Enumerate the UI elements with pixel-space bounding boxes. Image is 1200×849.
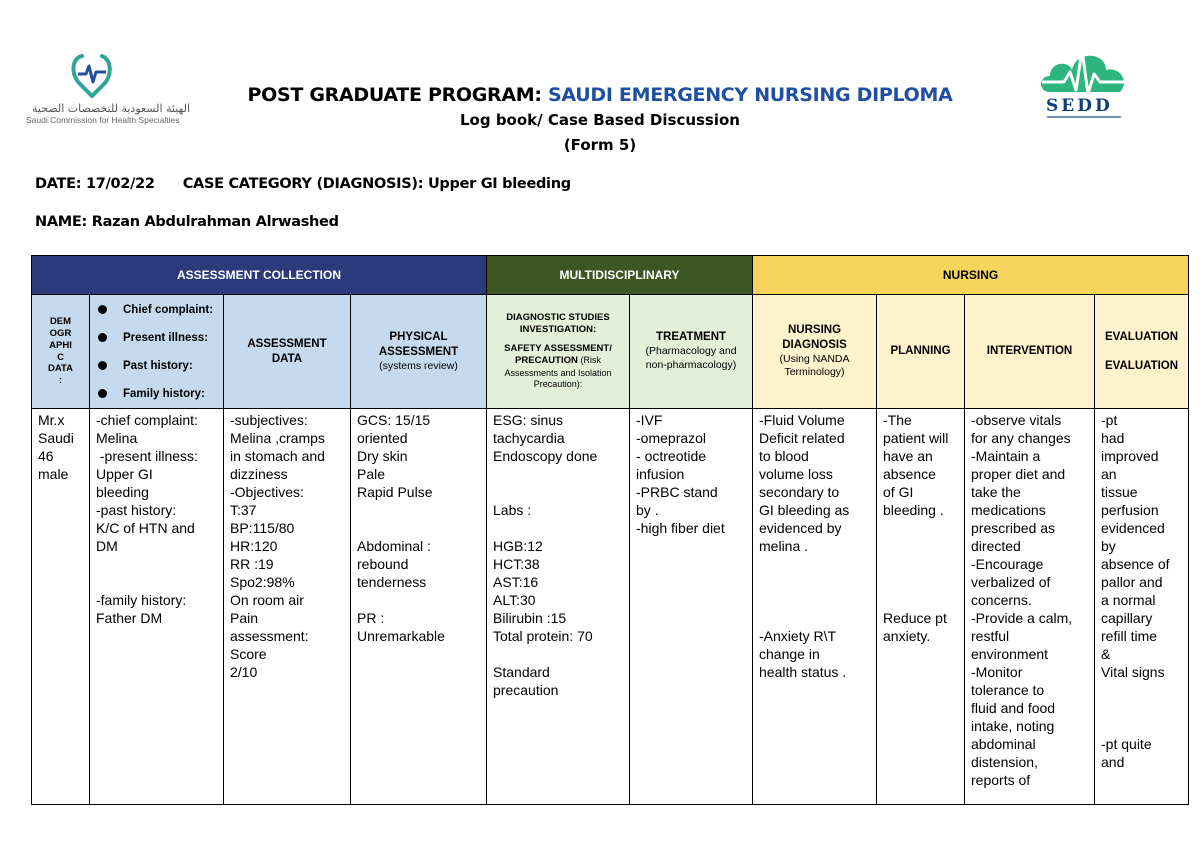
cell-text-line: 2/10 bbox=[230, 664, 258, 680]
cell-text-line: -present illness: bbox=[96, 448, 198, 464]
cell-text-line: Score bbox=[230, 646, 267, 662]
cell-text-line: tolerance to bbox=[971, 682, 1045, 698]
cell-text-line: Rapid Pulse bbox=[357, 484, 433, 500]
cell-text-line: Pain bbox=[230, 610, 259, 626]
cell-text-line: -PRBC stand bbox=[636, 484, 718, 500]
col-diagnostic: DIAGNOSTIC STUDIES INVESTIGATION: SAFETY ASSESSMENT/ PRECAUTION (Risk Assessments and Isolation Precaution): bbox=[487, 295, 630, 409]
cell-text-line: verbalized of bbox=[971, 574, 1051, 590]
sedd-wordmark: SEDD bbox=[1046, 96, 1113, 116]
section-multidisciplinary: MULTIDISCIPLINARY bbox=[487, 256, 753, 295]
cell-text-line: & bbox=[1101, 646, 1111, 662]
cell-text-line: abdominal bbox=[971, 736, 1036, 752]
cell-text-line: ESG: sinus bbox=[493, 412, 564, 428]
cell-physical bbox=[351, 409, 487, 805]
cell-text-line bbox=[883, 573, 958, 591]
cell-text-line bbox=[883, 591, 958, 609]
cell-text-line: -Maintain a bbox=[971, 448, 1041, 464]
cell-text-line: and bbox=[1101, 754, 1125, 770]
cell-evaluation bbox=[1095, 409, 1189, 805]
cell-text-line: perfusion bbox=[1101, 502, 1159, 518]
cell-text-line bbox=[759, 573, 870, 591]
cell-text-line: Total protein: 70 bbox=[493, 628, 593, 644]
cell-text-line bbox=[493, 483, 623, 501]
cell-text-line: absence bbox=[883, 466, 936, 482]
cell-text-line bbox=[96, 573, 217, 591]
cell-text-line: male bbox=[38, 466, 69, 482]
cell-text-line: -family history: bbox=[96, 592, 187, 608]
cell-text-line: Reduce pt bbox=[883, 610, 947, 626]
cell-text-line: HR:120 bbox=[230, 538, 278, 554]
cell-text-line: HCT:38 bbox=[493, 556, 540, 572]
cell-text-line: BP:115/80 bbox=[230, 520, 295, 536]
case-log-table bbox=[31, 255, 1188, 799]
col-assessment-data: ASSESSMENT DATA bbox=[224, 295, 351, 409]
cell-text-line bbox=[759, 555, 870, 573]
cell-text-line: Unremarkable bbox=[357, 628, 445, 644]
cell-text-line: by bbox=[1101, 538, 1116, 554]
cell-text-line: absence of bbox=[1101, 556, 1170, 572]
cell-text-line: - octreotide bbox=[636, 448, 707, 464]
cell-text-line: bleeding bbox=[96, 484, 149, 500]
cell-text-line: patient will bbox=[883, 430, 949, 446]
student-name: NAME: Razan Abdulrahman Alrwashed bbox=[35, 214, 339, 230]
cell-text-line bbox=[357, 591, 480, 609]
cell-intervention bbox=[965, 409, 1095, 805]
cell-text-line: Upper GI bbox=[96, 466, 153, 482]
cell-text-line: assessment: bbox=[230, 628, 309, 644]
cell-text-line: had bbox=[1101, 430, 1125, 446]
cell-text-line: reports of bbox=[971, 772, 1031, 788]
cell-text-line: capillary bbox=[1101, 610, 1153, 626]
section-assessment: ASSESSMENT COLLECTION bbox=[32, 256, 487, 295]
cell-text-line: -Provide a calm, bbox=[971, 610, 1073, 626]
cell-nursing-diagnosis bbox=[753, 409, 877, 805]
cell-text-line bbox=[759, 609, 870, 627]
cell-text-line: -subjectives: bbox=[230, 412, 308, 428]
cell-text-line: anxiety. bbox=[883, 628, 931, 644]
cell-text-line: On room air bbox=[230, 592, 304, 608]
cell-text-line: fluid and food bbox=[971, 700, 1056, 716]
col-physical-assessment: PHYSICAL ASSESSMENT (systems review) bbox=[351, 295, 487, 409]
cell-text-line bbox=[883, 555, 958, 573]
cell-text-line: Mr.x bbox=[38, 412, 65, 428]
cell-text-line: to blood bbox=[759, 448, 809, 464]
bullet-icon bbox=[98, 333, 107, 342]
cell-text-line: -past history: bbox=[96, 502, 177, 518]
cell-text-line bbox=[883, 519, 958, 537]
cell-text-line: a normal bbox=[1101, 592, 1156, 608]
cell-text-line: directed bbox=[971, 538, 1021, 554]
cell-text-line: by . bbox=[636, 502, 659, 518]
cell-text-line: restful bbox=[971, 628, 1010, 644]
date-category-row bbox=[35, 176, 571, 192]
cell-text-line: evidenced bbox=[1101, 520, 1165, 536]
cell-text-line: -chief complaint: bbox=[96, 412, 198, 428]
cell-treatment bbox=[630, 409, 753, 805]
cell-text-line: for any changes bbox=[971, 430, 1071, 446]
col-demographic: DEM OGR APHI C DATA : bbox=[32, 295, 90, 409]
bullet-icon bbox=[98, 389, 107, 398]
logo-arabic-text: الهيئة السعودية للتخصصات الصحية bbox=[32, 102, 191, 115]
cell-text-line: Bilirubin :15 bbox=[493, 610, 567, 626]
cell-text-line: Pale bbox=[357, 466, 386, 482]
title-prefix: POST GRADUATE PROGRAM: bbox=[247, 84, 542, 106]
cell-text-line: Endoscopy done bbox=[493, 448, 598, 464]
cell-text-line: oriented bbox=[357, 430, 408, 446]
cell-text-line bbox=[357, 501, 480, 519]
cell-text-line: K/C of HTN and bbox=[96, 520, 195, 536]
cell-text-line: improved bbox=[1101, 448, 1159, 464]
cell-text-line: concerns. bbox=[971, 592, 1032, 608]
cell-text-line: environment bbox=[971, 646, 1049, 662]
cell-text-line: -Monitor bbox=[971, 664, 1023, 680]
cell-text-line: health status . bbox=[759, 664, 847, 680]
cell-text-line: infusion bbox=[636, 466, 685, 482]
cell-assessment bbox=[224, 409, 351, 805]
cell-text-line: evidenced by bbox=[759, 520, 842, 536]
page-subtitle: Log book/ Case Based Discussion bbox=[460, 111, 740, 129]
cell-text-line: change in bbox=[759, 646, 820, 662]
cell-text-line: dizziness bbox=[230, 466, 288, 482]
cell-text-line: PR : bbox=[357, 610, 385, 626]
col-evaluation: EVALUATION EVALUATION bbox=[1095, 295, 1189, 409]
cell-text-line: Vital signs bbox=[1101, 664, 1165, 680]
cell-text-line: -Objectives: bbox=[230, 484, 304, 500]
cell-text-line: RR :19 bbox=[230, 556, 274, 572]
cell-text-line: proper diet and bbox=[971, 466, 1066, 482]
cell-text-line: of GI bbox=[883, 484, 914, 500]
cell-text-line: secondary to bbox=[759, 484, 840, 500]
cell-text-line: HGB:12 bbox=[493, 538, 543, 554]
cell-text-line: refill time bbox=[1101, 628, 1158, 644]
cell-text-line bbox=[1101, 717, 1182, 735]
cell-text-line: Dry skin bbox=[357, 448, 408, 464]
cell-text-line: AST:16 bbox=[493, 574, 539, 590]
cell-text-line: ALT:30 bbox=[493, 592, 536, 608]
cell-text-line bbox=[493, 519, 623, 537]
cell-text-line: pallor and bbox=[1101, 574, 1163, 590]
cell-text-line: in stomach and bbox=[230, 448, 325, 464]
cell-text-line bbox=[493, 645, 623, 663]
cell-text-line: Abdominal : bbox=[357, 538, 431, 554]
cell-planning bbox=[877, 409, 965, 805]
col-intervention: INTERVENTION bbox=[965, 295, 1095, 409]
cell-text-line: -pt quite bbox=[1101, 736, 1152, 752]
cell-text-line: -Anxiety R\T bbox=[759, 628, 837, 644]
bullet-icon bbox=[98, 361, 107, 370]
cell-text-line bbox=[96, 555, 217, 573]
cell-text-line bbox=[1101, 681, 1182, 699]
case-category: CASE CATEGORY (DIAGNOSIS): Upper GI bleeding bbox=[182, 176, 571, 192]
cell-text-line: tissue bbox=[1101, 484, 1138, 500]
cell-text-line: Spo2:98% bbox=[230, 574, 295, 590]
cell-text-line: tachycardia bbox=[493, 430, 565, 446]
cell-text-line: an bbox=[1101, 466, 1117, 482]
col-planning: PLANNING bbox=[877, 295, 965, 409]
cell-text-line: T:37 bbox=[230, 502, 257, 518]
cell-text-line: medications bbox=[971, 502, 1046, 518]
cell-demographic bbox=[32, 409, 90, 805]
cell-text-line bbox=[883, 537, 958, 555]
cell-text-line: take the bbox=[971, 484, 1021, 500]
cell-text-line: -Encourage bbox=[971, 556, 1044, 572]
cell-text-line: Melina bbox=[96, 430, 138, 446]
title-program: SAUDI EMERGENCY NURSING DIPLOMA bbox=[548, 84, 953, 106]
page-title bbox=[0, 84, 1200, 106]
cell-text-line bbox=[1101, 699, 1182, 717]
form-number: (Form 5) bbox=[563, 136, 637, 154]
cell-text-line: intake, noting bbox=[971, 718, 1055, 734]
cell-text-line: DM bbox=[96, 538, 118, 554]
cell-text-line: -The bbox=[883, 412, 912, 428]
cell-history bbox=[90, 409, 224, 805]
cell-text-line: volume loss bbox=[759, 466, 833, 482]
col-nursing-diagnosis: NURSING DIAGNOSIS (Using NANDA Terminology) bbox=[753, 295, 877, 409]
cell-text-line: Melina ,cramps bbox=[230, 430, 325, 446]
cell-text-line: bleeding . bbox=[883, 502, 944, 518]
col-treatment: TREATMENT (Pharmacology and non-pharmacology) bbox=[630, 295, 753, 409]
cell-text-line: -IVF bbox=[636, 412, 663, 428]
cell-text-line bbox=[759, 591, 870, 609]
cell-text-line bbox=[357, 519, 480, 537]
cell-text-line: Deficit related bbox=[759, 430, 845, 446]
cell-text-line: -observe vitals bbox=[971, 412, 1062, 428]
cell-text-line: melina . bbox=[759, 538, 809, 554]
cell-diagnostic bbox=[487, 409, 630, 805]
date-label: DATE: 17/02/22 bbox=[35, 176, 155, 192]
cell-text-line: have an bbox=[883, 448, 933, 464]
bullet-icon bbox=[98, 305, 107, 314]
col-history: Chief complaint: Present illness: Past history: Family history: bbox=[90, 295, 224, 409]
cell-text-line: 46 bbox=[38, 448, 54, 464]
cell-text-line: tenderness bbox=[357, 574, 427, 590]
cell-text-line: Father DM bbox=[96, 610, 163, 626]
cell-text-line: prescribed as bbox=[971, 520, 1056, 536]
cell-text-line: Standard bbox=[493, 664, 550, 680]
cell-text-line: distension, bbox=[971, 754, 1038, 770]
cell-text-line: -high fiber diet bbox=[636, 520, 725, 536]
cell-text-line: Saudi bbox=[38, 430, 74, 446]
cell-text-line: GCS: 15/15 bbox=[357, 412, 431, 428]
cell-text-line bbox=[493, 465, 623, 483]
cell-text-line: rebound bbox=[357, 556, 409, 572]
logo-english-text: Saudi Commission for Health Specialties bbox=[26, 115, 180, 125]
cell-text-line: -Fluid Volume bbox=[759, 412, 845, 428]
cell-text-line: -omeprazol bbox=[636, 430, 707, 446]
cell-text-line: -pt bbox=[1101, 412, 1118, 428]
cell-text-line: precaution bbox=[493, 682, 559, 698]
cell-text-line: GI bleeding as bbox=[759, 502, 850, 518]
cell-text-line: Labs : bbox=[493, 502, 532, 518]
section-nursing: NURSING bbox=[753, 256, 1189, 295]
